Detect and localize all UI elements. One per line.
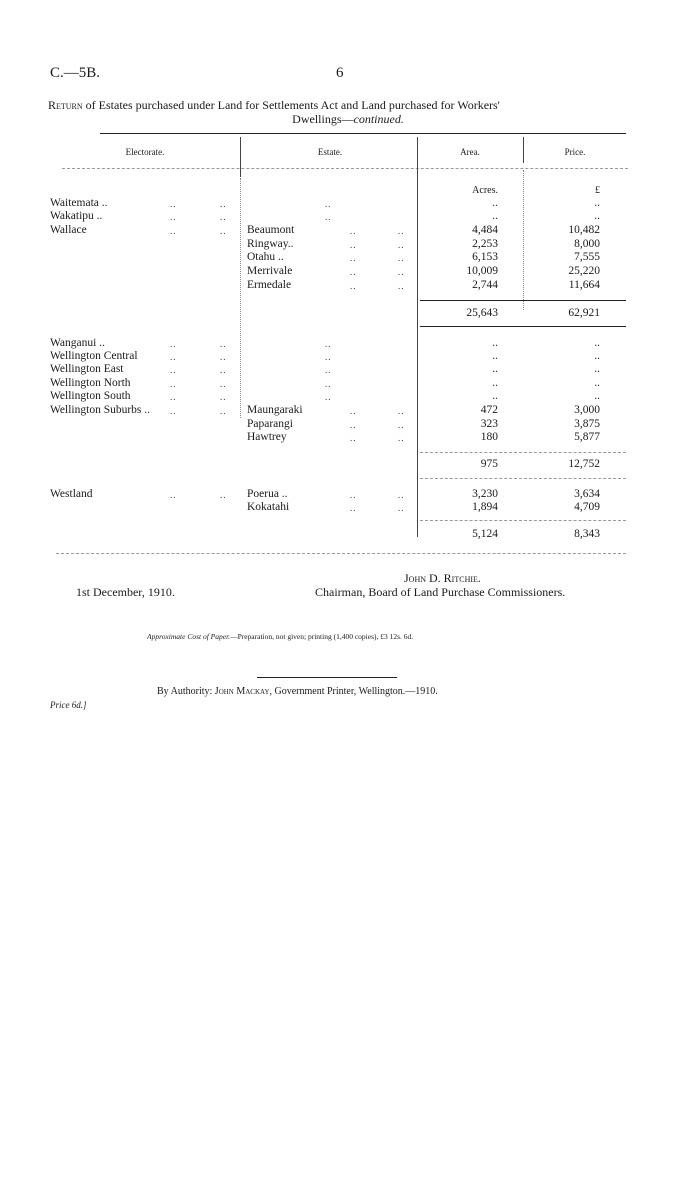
cost-note: Approximate Cost of Paper.—Preparation, not given; printing (1,400 copies), £3 12s. 6d. [147, 632, 414, 641]
price-cell: .. [594, 197, 600, 209]
area-cell: 4,484 [472, 224, 498, 236]
electorate-cell: Wakatipu .. [50, 210, 103, 222]
area-cell: 2,744 [472, 279, 498, 291]
leader-dots: .. [220, 392, 227, 402]
leader-dots: .. [170, 339, 177, 349]
leader-dots: .. [398, 240, 405, 250]
price-note: Price 6d.] [50, 700, 87, 710]
signatory-name: John D. Ritchie. [404, 571, 481, 585]
header-bottom-rule [62, 168, 628, 169]
leader-dots: .. [325, 212, 332, 222]
leader-dots: .. [398, 253, 405, 263]
unit-area: Acres. [472, 185, 498, 196]
price-cell: 3,634 [574, 488, 600, 500]
leader-dots: .. [350, 503, 357, 513]
column-divider-2 [417, 137, 418, 537]
leader-dots: .. [220, 379, 227, 389]
price-cell: 7,555 [574, 251, 600, 263]
area-cell: .. [492, 197, 498, 209]
leader-dots: .. [350, 267, 357, 277]
estate-cell: Beaumont [247, 224, 295, 236]
imprint: By Authority: John Mackay, Government Printer, Wellington.—1910. [157, 686, 438, 697]
price-cell: .. [594, 363, 600, 375]
leader-dots: .. [220, 365, 227, 375]
leader-dots: .. [325, 379, 332, 389]
subtotal-rule-bottom-1 [420, 326, 626, 327]
leader-dots: .. [350, 281, 357, 291]
leader-dots: .. [325, 352, 332, 362]
leader-dots: .. [398, 406, 405, 416]
title-line2: Dwellings— [292, 112, 354, 126]
area-cell: 1,894 [472, 501, 498, 513]
area-cell: 25,643 [466, 307, 498, 319]
electorate-cell: Wallace [50, 224, 87, 236]
price-cell: .. [594, 350, 600, 362]
column-header-estate: Estate. [317, 147, 343, 157]
leader-dots: .. [325, 339, 332, 349]
column-divider-3 [523, 137, 524, 163]
electorate-cell: Wellington Suburbs .. [50, 404, 151, 416]
column-header-area: Area. [460, 147, 480, 157]
area-cell: .. [492, 377, 498, 389]
estate-cell: Poerua .. [247, 488, 288, 500]
subtotal-rule-bottom-2 [420, 478, 626, 479]
leader-dots: .. [220, 352, 227, 362]
area-cell: 10,009 [466, 265, 498, 277]
price-cell: 3,000 [574, 404, 600, 416]
column-divider-3-dotted [523, 170, 524, 310]
document-reference: C.—5B. [50, 65, 101, 81]
subtotal-rule-top-2 [420, 452, 626, 453]
price-cell: 8,343 [574, 528, 600, 540]
leader-dots: .. [170, 365, 177, 375]
title-smallcaps: Return [48, 98, 83, 112]
leader-dots: .. [350, 226, 357, 236]
column-header-price: Price. [564, 147, 586, 157]
leader-dots: .. [398, 267, 405, 277]
area-cell: .. [492, 337, 498, 349]
area-cell: 323 [480, 418, 498, 430]
leader-dots: .. [350, 406, 357, 416]
leader-dots: .. [220, 406, 227, 416]
page-number: 6 [336, 65, 344, 81]
price-cell: 10,482 [568, 224, 600, 236]
estate-cell: Ringway.. [247, 238, 294, 250]
area-cell: .. [492, 390, 498, 402]
column-divider-1-dotted [240, 178, 241, 418]
area-cell: 5,124 [472, 528, 498, 540]
area-cell: 180 [480, 431, 498, 443]
signatory-role: Chairman, Board of Land Purchase Commissioners. [315, 585, 566, 599]
price-cell: 25,220 [568, 265, 600, 277]
table-top-rule [100, 133, 626, 134]
leader-dots: .. [220, 226, 227, 236]
estate-cell: Merrivale [247, 265, 293, 277]
area-cell: 975 [480, 458, 498, 470]
table-title [48, 98, 648, 126]
leader-dots: .. [398, 503, 405, 513]
leader-dots: .. [325, 392, 332, 402]
electorate-cell: Wanganui .. [50, 337, 105, 349]
area-cell: .. [492, 350, 498, 362]
leader-dots: .. [170, 490, 177, 500]
estate-cell: Hawtrey [247, 431, 287, 443]
title-continued: continued. [353, 112, 404, 126]
estate-cell: Paparangi [247, 418, 293, 430]
leader-dots: .. [170, 226, 177, 236]
column-header-electorate: Electorate. [125, 147, 165, 157]
area-cell: .. [492, 363, 498, 375]
electorate-cell: Wellington North [50, 377, 131, 389]
leader-dots: .. [170, 212, 177, 222]
estate-cell: Maungaraki [247, 404, 303, 416]
title-line1: of Estates purchased under Land for Settlements Act and Land purchased for Workers' [82, 98, 500, 112]
subtotal-rule-top-3 [420, 520, 626, 521]
leader-dots: .. [170, 379, 177, 389]
leader-dots: .. [170, 406, 177, 416]
leader-dots: .. [350, 240, 357, 250]
electorate-cell: Wellington Central [50, 350, 138, 362]
estate-cell: Ermedale [247, 279, 292, 291]
price-cell: 4,709 [574, 501, 600, 513]
price-cell: 8,000 [574, 238, 600, 250]
table-bottom-rule [56, 553, 626, 554]
electorate-cell: Westland [50, 488, 93, 500]
imprint-rule [257, 677, 397, 678]
leader-dots: .. [398, 490, 405, 500]
area-cell: 6,153 [472, 251, 498, 263]
price-cell: 5,877 [574, 431, 600, 443]
leader-dots: .. [350, 490, 357, 500]
leader-dots: .. [350, 433, 357, 443]
leader-dots: .. [325, 199, 332, 209]
leader-dots: .. [398, 420, 405, 430]
leader-dots: .. [350, 253, 357, 263]
leader-dots: .. [220, 212, 227, 222]
area-cell: 2,253 [472, 238, 498, 250]
estate-cell: Kokatahi [247, 501, 290, 513]
leader-dots: .. [170, 392, 177, 402]
price-cell: .. [594, 337, 600, 349]
leader-dots: .. [325, 365, 332, 375]
electorate-cell: Wellington South [50, 390, 131, 402]
signature-date: 1st December, 1910. [76, 585, 175, 599]
leader-dots: .. [398, 281, 405, 291]
electorate-cell: Wellington East [50, 363, 124, 375]
leader-dots: .. [398, 226, 405, 236]
leader-dots: .. [170, 352, 177, 362]
column-divider-1 [240, 137, 241, 177]
leader-dots: .. [398, 433, 405, 443]
subtotal-rule-top-1 [420, 300, 626, 301]
price-cell: .. [594, 377, 600, 389]
electorate-cell: Waitemata .. [50, 197, 108, 209]
price-cell: 3,875 [574, 418, 600, 430]
price-cell: .. [594, 390, 600, 402]
leader-dots: .. [350, 420, 357, 430]
estate-cell: Otahu .. [247, 251, 284, 263]
price-cell: 11,664 [568, 279, 600, 291]
price-cell: 62,921 [568, 307, 600, 319]
leader-dots: .. [220, 490, 227, 500]
area-cell: 472 [480, 404, 498, 416]
leader-dots: .. [220, 339, 227, 349]
area-cell: .. [492, 210, 498, 222]
price-cell: .. [594, 210, 600, 222]
leader-dots: .. [220, 199, 227, 209]
leader-dots: .. [170, 199, 177, 209]
price-cell: 12,752 [568, 458, 600, 470]
area-cell: 3,230 [472, 488, 498, 500]
unit-price: £ [595, 185, 600, 196]
